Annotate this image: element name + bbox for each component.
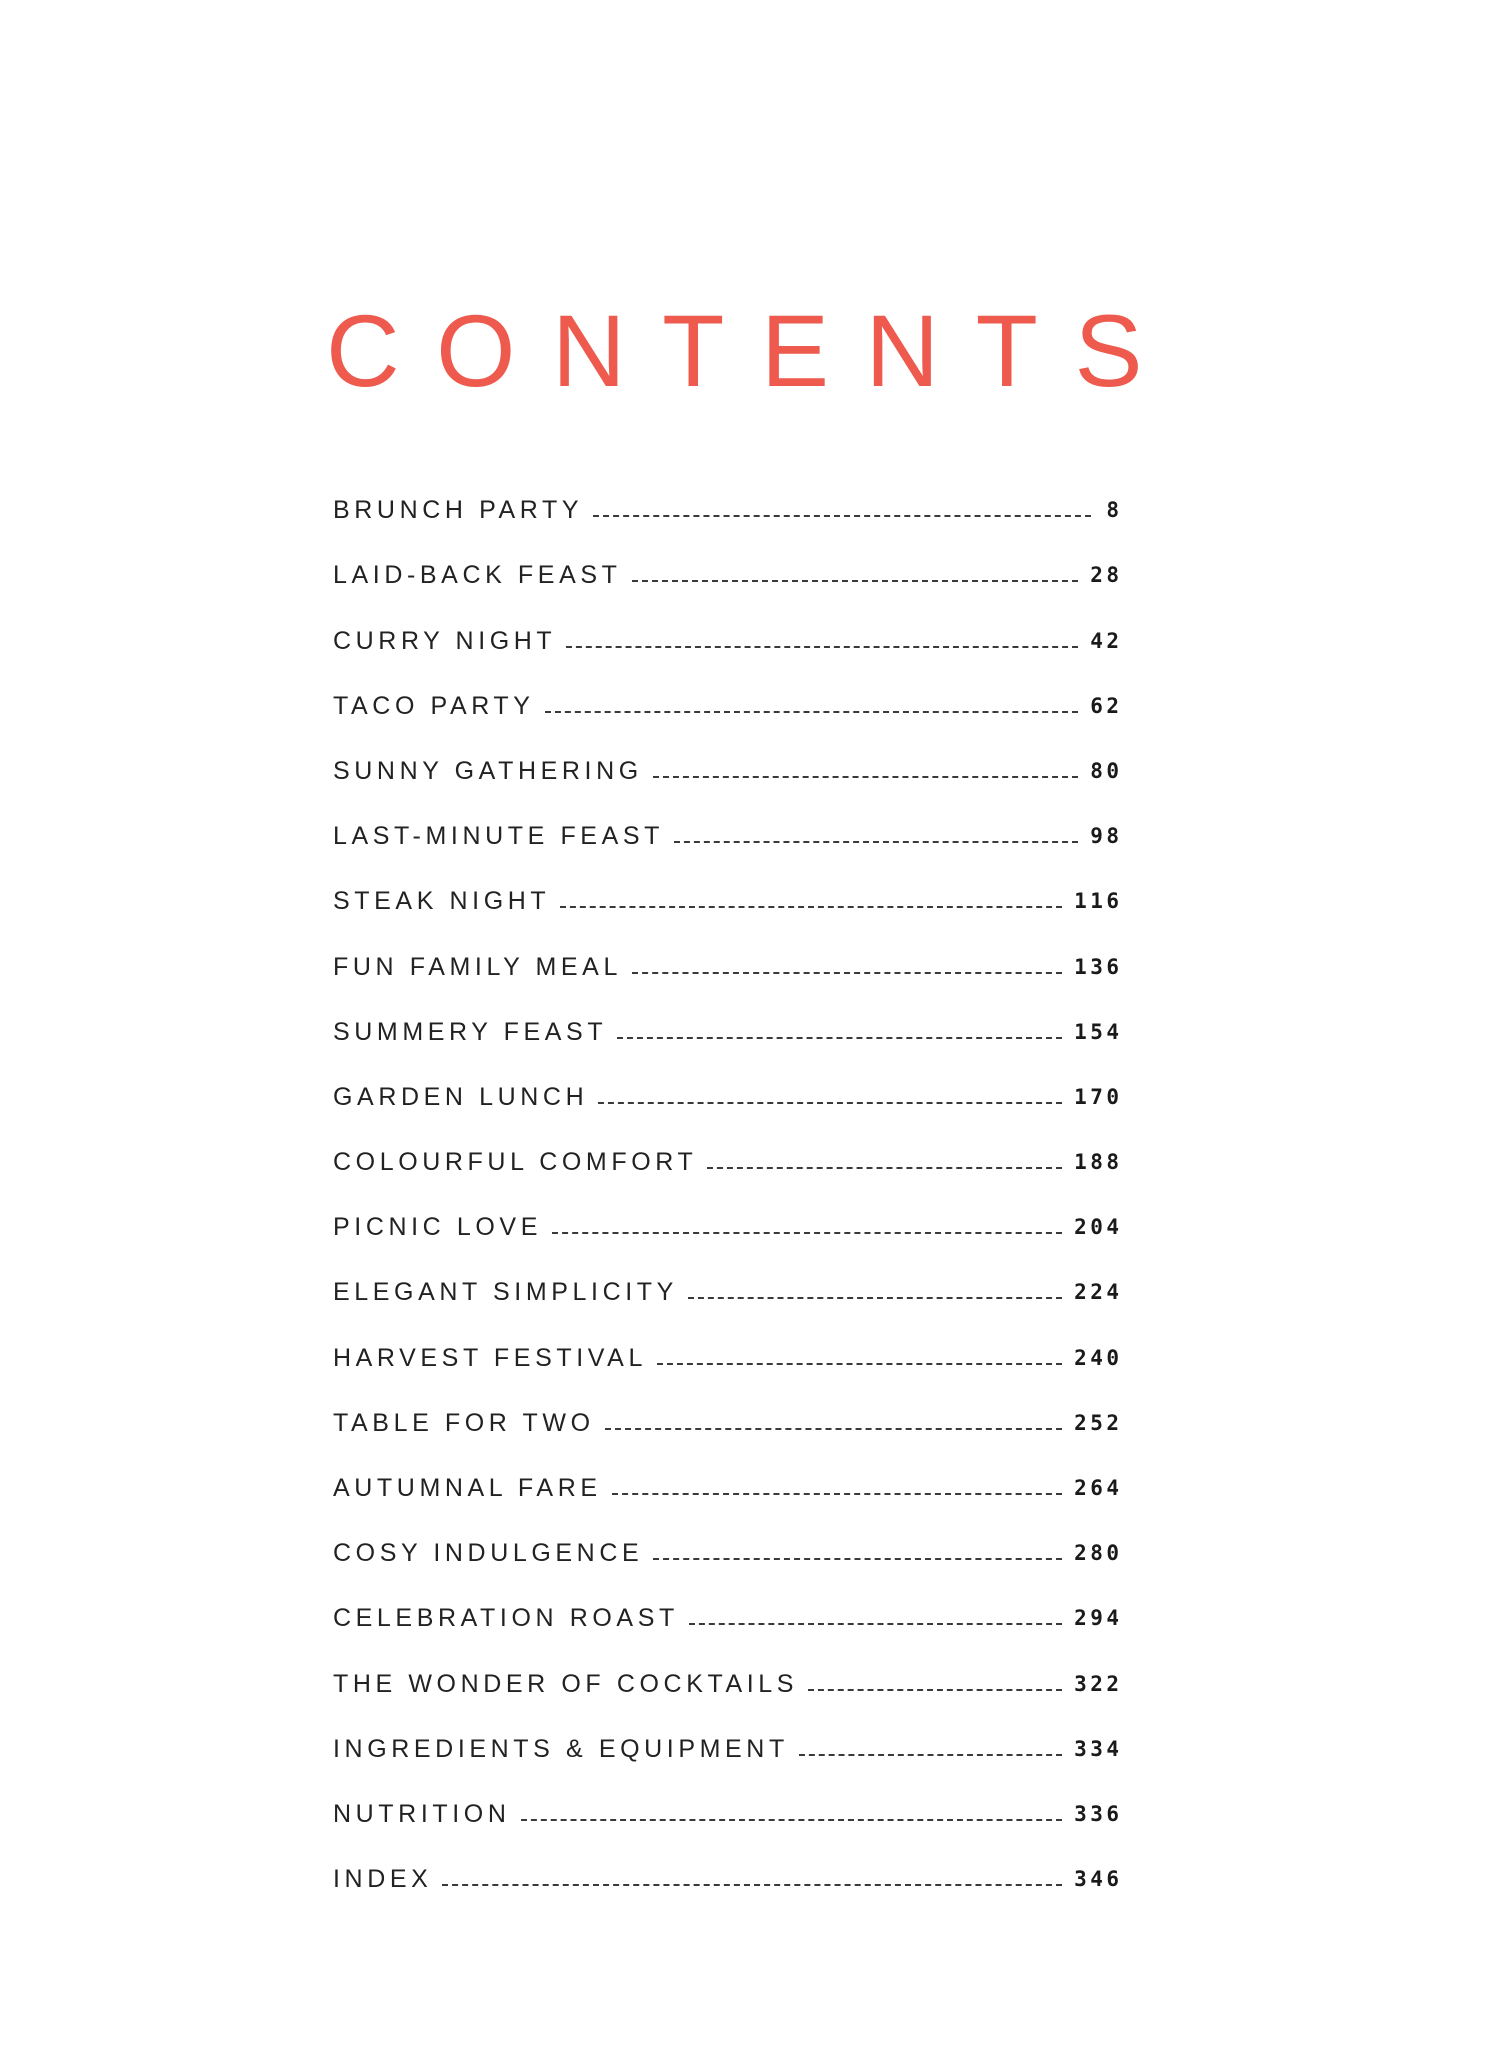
dotted-leader <box>689 1623 1062 1625</box>
dotted-leader <box>799 1754 1062 1756</box>
table-of-contents <box>333 462 1123 1896</box>
dotted-leader <box>657 1363 1062 1365</box>
dotted-leader <box>598 1102 1062 1104</box>
toc-page-number: 136 <box>1074 954 1123 979</box>
dotted-leader <box>442 1884 1062 1886</box>
page-title: CONTENTS <box>326 294 1179 408</box>
toc-entry[interactable] <box>333 853 1123 918</box>
dotted-leader <box>632 972 1062 974</box>
toc-entry-title: TABLE FOR TWO <box>333 1408 595 1437</box>
toc-page-number: 322 <box>1074 1671 1123 1696</box>
toc-entry-title: CURRY NIGHT <box>333 626 557 655</box>
toc-page-number: 28 <box>1090 563 1123 588</box>
toc-entry-title: SUMMERY FEAST <box>333 1017 608 1046</box>
toc-page-number: 204 <box>1074 1215 1123 1240</box>
toc-entry-title: COLOURFUL COMFORT <box>333 1148 698 1177</box>
toc-entry[interactable] <box>333 1831 1123 1896</box>
toc-entry[interactable] <box>333 1505 1123 1570</box>
dotted-leader <box>808 1689 1062 1691</box>
toc-entry[interactable] <box>333 1114 1123 1179</box>
toc-page-number: 346 <box>1074 1867 1123 1892</box>
dotted-leader <box>632 580 1079 582</box>
toc-entry[interactable] <box>333 1766 1123 1831</box>
toc-entry-title: CELEBRATION ROAST <box>333 1604 679 1633</box>
toc-entry[interactable] <box>333 1244 1123 1309</box>
toc-page-number: 280 <box>1074 1541 1123 1566</box>
dotted-leader <box>617 1037 1062 1039</box>
toc-entry[interactable] <box>333 984 1123 1049</box>
toc-entry-title: HARVEST FESTIVAL <box>333 1343 647 1372</box>
toc-page-number: 42 <box>1090 628 1123 653</box>
toc-entry[interactable] <box>333 723 1123 788</box>
toc-entry-title: INDEX <box>333 1865 433 1894</box>
toc-entry[interactable] <box>333 462 1123 527</box>
toc-entry-title: LAID-BACK FEAST <box>333 561 622 590</box>
toc-entry-title: ELEGANT SIMPLICITY <box>333 1278 678 1307</box>
toc-page-number: 264 <box>1074 1476 1123 1500</box>
toc-entry[interactable] <box>333 658 1123 723</box>
dotted-leader <box>688 1297 1062 1299</box>
dotted-leader <box>545 711 1079 713</box>
toc-page-number: 8 <box>1106 498 1123 523</box>
toc-page-number: 116 <box>1074 889 1123 914</box>
toc-page-number: 252 <box>1074 1410 1123 1435</box>
toc-entry[interactable] <box>333 1570 1123 1635</box>
toc-page-number: 334 <box>1074 1736 1123 1761</box>
toc-page-number: 62 <box>1090 693 1123 718</box>
toc-page-number: 80 <box>1090 758 1123 783</box>
toc-entry-title: GARDEN LUNCH <box>333 1082 589 1111</box>
dotted-leader <box>593 515 1090 517</box>
toc-entry-title: TACO PARTY <box>333 691 535 720</box>
toc-entry-title: INGREDIENTS & EQUIPMENT <box>333 1734 789 1763</box>
toc-entry[interactable] <box>333 1375 1123 1440</box>
toc-entry-title: PICNIC LOVE <box>333 1213 542 1242</box>
toc-page-number: 170 <box>1074 1084 1123 1109</box>
toc-page-number: 336 <box>1074 1801 1123 1826</box>
toc-entry[interactable] <box>333 1049 1123 1114</box>
dotted-leader <box>552 1232 1062 1234</box>
dotted-leader <box>707 1167 1062 1169</box>
dotted-leader <box>566 646 1078 648</box>
toc-entry-title: THE WONDER OF COCKTAILS <box>333 1669 799 1698</box>
toc-page-number: 188 <box>1074 1150 1123 1175</box>
toc-entry-title: LAST-MINUTE FEAST <box>333 822 665 851</box>
toc-entry[interactable] <box>333 1635 1123 1700</box>
toc-entry-title: NUTRITION <box>333 1799 511 1828</box>
dotted-leader <box>653 1558 1062 1560</box>
toc-page-number: 98 <box>1090 824 1123 849</box>
dotted-leader <box>612 1493 1062 1495</box>
toc-entry-title: COSY INDULGENCE <box>333 1539 644 1568</box>
toc-entry-title: SUNNY GATHERING <box>333 756 643 785</box>
dotted-leader <box>674 841 1078 843</box>
toc-entry[interactable] <box>333 1701 1123 1766</box>
toc-page-number: 240 <box>1074 1345 1123 1370</box>
toc-entry[interactable] <box>333 1309 1123 1374</box>
toc-entry[interactable] <box>333 1179 1123 1244</box>
toc-page-number: 224 <box>1074 1280 1123 1305</box>
toc-entry-title: FUN FAMILY MEAL <box>333 952 622 981</box>
toc-entry[interactable] <box>333 788 1123 853</box>
dotted-leader <box>521 1819 1063 1821</box>
toc-page-number: 154 <box>1074 1019 1123 1044</box>
dotted-leader <box>653 776 1078 778</box>
toc-entry[interactable] <box>333 527 1123 592</box>
toc-entry[interactable] <box>333 1440 1123 1505</box>
toc-entry[interactable] <box>333 918 1123 983</box>
dotted-leader <box>560 906 1062 908</box>
toc-entry-title: STEAK NIGHT <box>333 887 551 916</box>
toc-entry-title: AUTUMNAL FARE <box>333 1474 602 1502</box>
toc-entry[interactable] <box>333 592 1123 657</box>
dotted-leader <box>605 1428 1062 1430</box>
toc-page-number: 294 <box>1074 1606 1123 1631</box>
toc-entry-title: BRUNCH PARTY <box>333 496 584 525</box>
